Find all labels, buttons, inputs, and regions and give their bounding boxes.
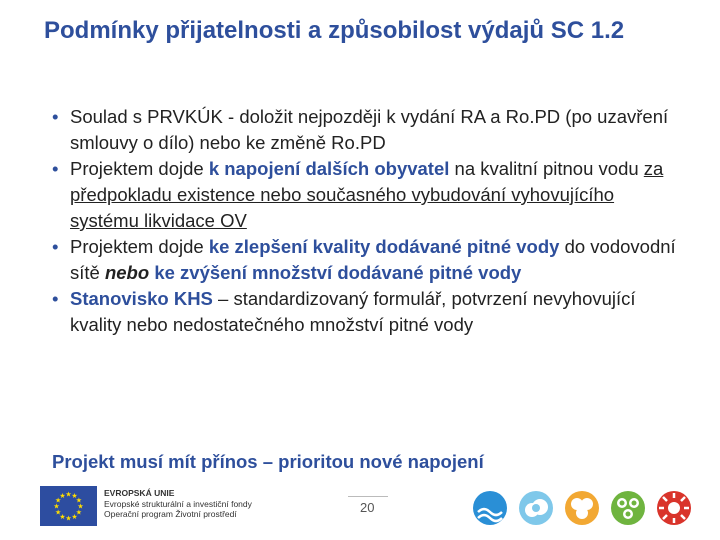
cloud-logo	[516, 488, 556, 528]
bullet-text: Stanovisko KHS	[70, 288, 213, 309]
conclusion-text: Projekt musí mít přínos – prioritou nové napojení	[52, 451, 484, 472]
bullet-item	[52, 104, 680, 156]
water-drop-logo	[470, 488, 510, 528]
bullet-text: do vodovodní sítě	[70, 236, 676, 283]
page-number: 20	[360, 500, 375, 515]
eu-star-icon: ★	[75, 509, 83, 517]
eu-line: EVROPSKÁ UNIE	[104, 488, 175, 498]
eu-star-icon: ★	[65, 515, 72, 523]
eu-star-icon: ★	[59, 513, 66, 521]
bullet-text: – standardizovaný formulář, potvrzení nevyhovující kvality nebo nedostatečného množství pitné vody	[70, 288, 636, 335]
bullet-text: na kvalitní pitnou vodu	[449, 158, 644, 179]
bullet-text: Soulad s PRVKÚK - doložit nejpozději k vydání RA a Ro.PD (po uzavření smlouvy o dílo) nebo ke změně Ro.PD	[70, 106, 669, 153]
bullet-text: ke zlepšení kvality dodávané pitné vody	[208, 236, 560, 257]
bullet-text: Projektem dojde	[70, 236, 209, 257]
eu-star-icon: ★	[53, 503, 60, 511]
eu-star-icon: ★	[54, 509, 62, 517]
eu-line: Evropské strukturální a investiční fondy	[104, 498, 252, 509]
eu-star-icon: ★	[59, 493, 66, 501]
page-title: Podmínky přijatelnosti a způsobilost výdajů SC 1.2	[44, 17, 625, 44]
bullet-item	[52, 234, 680, 286]
bullet-item	[52, 156, 680, 234]
bullet-text: Projektem dojde	[70, 158, 209, 179]
eu-star-icon: ★	[54, 497, 62, 505]
bullet-item	[52, 286, 680, 338]
page-number-divider	[348, 496, 388, 497]
eu-star-icon: ★	[71, 513, 78, 521]
bullet-list	[52, 104, 680, 338]
sun-logo	[654, 488, 694, 528]
footer	[0, 480, 720, 540]
eu-star-icon: ★	[65, 491, 72, 499]
eu-star-icon: ★	[71, 493, 78, 501]
leaf-logo	[562, 488, 602, 528]
eu-program-text	[104, 488, 264, 520]
bullet-text: ke zvýšení množství dodávané pitné vody	[154, 262, 522, 283]
bullet-text: k napojení dalších obyvatel	[208, 158, 450, 179]
eu-flag-icon	[40, 486, 97, 526]
bullet-text: nebo	[104, 262, 150, 283]
bullet-text: za předpokladu existence nebo současného vybudování vyhovujícího systému likvidace OV	[70, 158, 664, 231]
tree-logo	[608, 488, 648, 528]
eu-line: Operační program Životní prostředí	[104, 509, 237, 519]
eu-star-icon: ★	[77, 503, 84, 511]
eu-star-icon: ★	[75, 497, 83, 505]
